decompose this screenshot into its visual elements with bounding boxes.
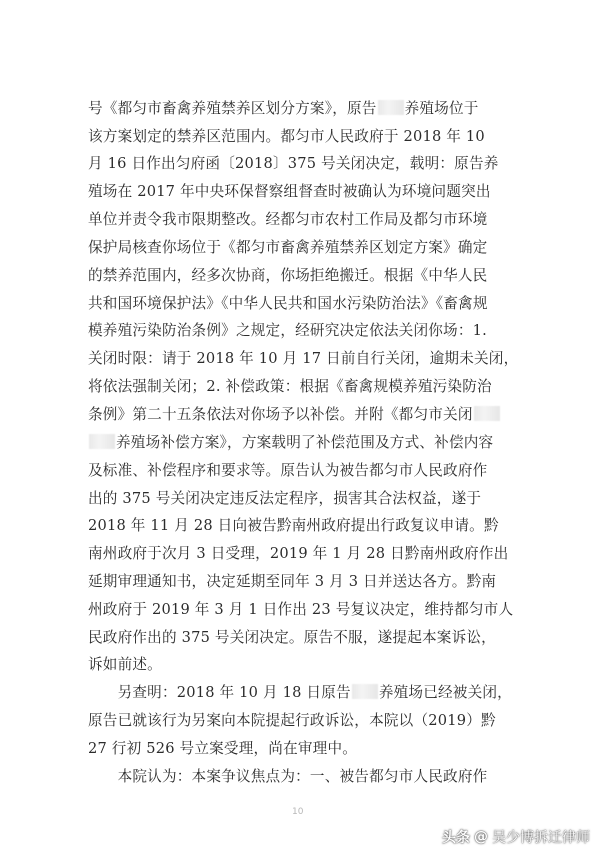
text-segment: 殖场在 2017 年中央环保督察组督查时被确认为环境问题突出: [88, 183, 491, 200]
redaction-mark: [352, 684, 378, 699]
text-segment: 延期审理通知书，决定延期至同年 3 月 3 日并送达各方。黔南: [88, 573, 497, 590]
text-segment: 共和国环境保护法》《中华人民共和国水污染防治法》《畜禽规: [88, 295, 488, 312]
text-segment: 关闭时限：请于 2018 年 10 月 17 日前自行关闭，逾期未关闭，: [88, 350, 519, 367]
text-segment: 南州政府于次月 3 日受理，2019 年 1 月 28 日黔南州政府作出: [88, 545, 509, 562]
text-segment: 27 行初 526 号立案受理，尚在审理中。: [88, 740, 358, 757]
text-line: [88, 600, 528, 622]
text-line: [88, 349, 528, 371]
text-line: [88, 294, 528, 316]
text-segment: 本院认为：本案争议焦点为：一、被告都匀市人民政府作: [88, 768, 488, 785]
text-segment: 州政府于 2019 年 3 月 1 日作出 23 号复议决定，维持都匀市人: [88, 601, 514, 618]
page-number: 10: [292, 807, 304, 817]
text-segment: 诉如前述。: [88, 656, 162, 673]
text-segment: 该方案划定的禁养区范围内。都匀市人民政府于 2018 年 10: [88, 128, 485, 145]
text-segment: 条例》第二十五条依法对你场予以补偿。并附《都匀市关闭: [88, 406, 473, 423]
text-segment: 养殖场补偿方案》，方案载明了补偿范围及方式、补偿内容: [116, 434, 494, 451]
text-segment: 将依法强制关闭；2. 补偿政策：根据《畜禽规模养殖污染防治: [88, 378, 492, 395]
text-segment: 养殖场位于: [404, 100, 479, 117]
text-segment: 另查明：2018 年 10 月 18 日原告: [88, 684, 351, 701]
text-line: [88, 99, 528, 121]
text-segment: 号《都匀市畜禽养殖禁养区划分方案》，原告: [88, 100, 377, 117]
text-line: [88, 433, 528, 455]
text-segment: 的禁养范围内，经多次协商，你场拒绝搬迁。根据《中华人民: [88, 267, 488, 284]
text-segment: 民政府作出的 375 号关闭决定。原告不服，遂提起本案诉讼，: [88, 629, 496, 646]
text-line: [88, 210, 528, 232]
text-segment: 保护局核查你场位于《都匀市畜禽养殖禁养区划定方案》确定: [88, 239, 488, 256]
watermark-platform: 头条: [442, 830, 470, 846]
text-segment: 及标准、补偿程序和要求等。原告认为被告都匀市人民政府作: [88, 462, 488, 479]
text-segment: 模养殖污染防治条例》之规定，经研究决定依法关闭你场：1.: [88, 322, 487, 339]
text-line: [88, 377, 528, 399]
text-line: [88, 739, 528, 761]
text-segment: 月 16 日作出匀府函〔2018〕375 号关闭决定，载明：原告养: [88, 155, 499, 172]
text-line: [88, 683, 528, 705]
text-segment: 单位并责令我市限期整改。经都匀市农村工作局及都匀市环境: [88, 211, 488, 228]
text-segment: 养殖场已经被关闭，: [378, 684, 512, 701]
text-line: [88, 321, 528, 343]
redaction-mark: [89, 434, 115, 449]
text-line: [88, 628, 528, 650]
watermark-separator: @: [474, 829, 488, 845]
text-segment: 2018 年 11 月 28 日向被告黔南州政府提出行政复议申请。黔: [88, 517, 499, 534]
text-line: [88, 767, 528, 789]
text-line: [88, 405, 528, 427]
text-line: [88, 711, 528, 733]
redaction-mark: [474, 406, 500, 421]
text-line: [88, 516, 528, 538]
watermark-author: 吴少博拆迁律师: [492, 830, 590, 846]
text-line: [88, 182, 528, 204]
text-line: [88, 489, 528, 511]
watermark: [442, 827, 590, 847]
text-line: [88, 266, 528, 288]
text-line: [88, 127, 528, 149]
text-line: [88, 461, 528, 483]
text-segment: 原告已就该行为另案向本院提起行政诉讼，本院以（2019）黔: [88, 712, 496, 729]
text-segment: 出的 375 号关闭决定违反法定程序，损害其合法权益，遂于: [88, 490, 482, 507]
redaction-mark: [378, 100, 404, 115]
text-line: [88, 655, 528, 677]
text-line: [88, 154, 528, 176]
text-line: [88, 238, 528, 260]
text-line: [88, 544, 528, 566]
text-line: [88, 572, 528, 594]
